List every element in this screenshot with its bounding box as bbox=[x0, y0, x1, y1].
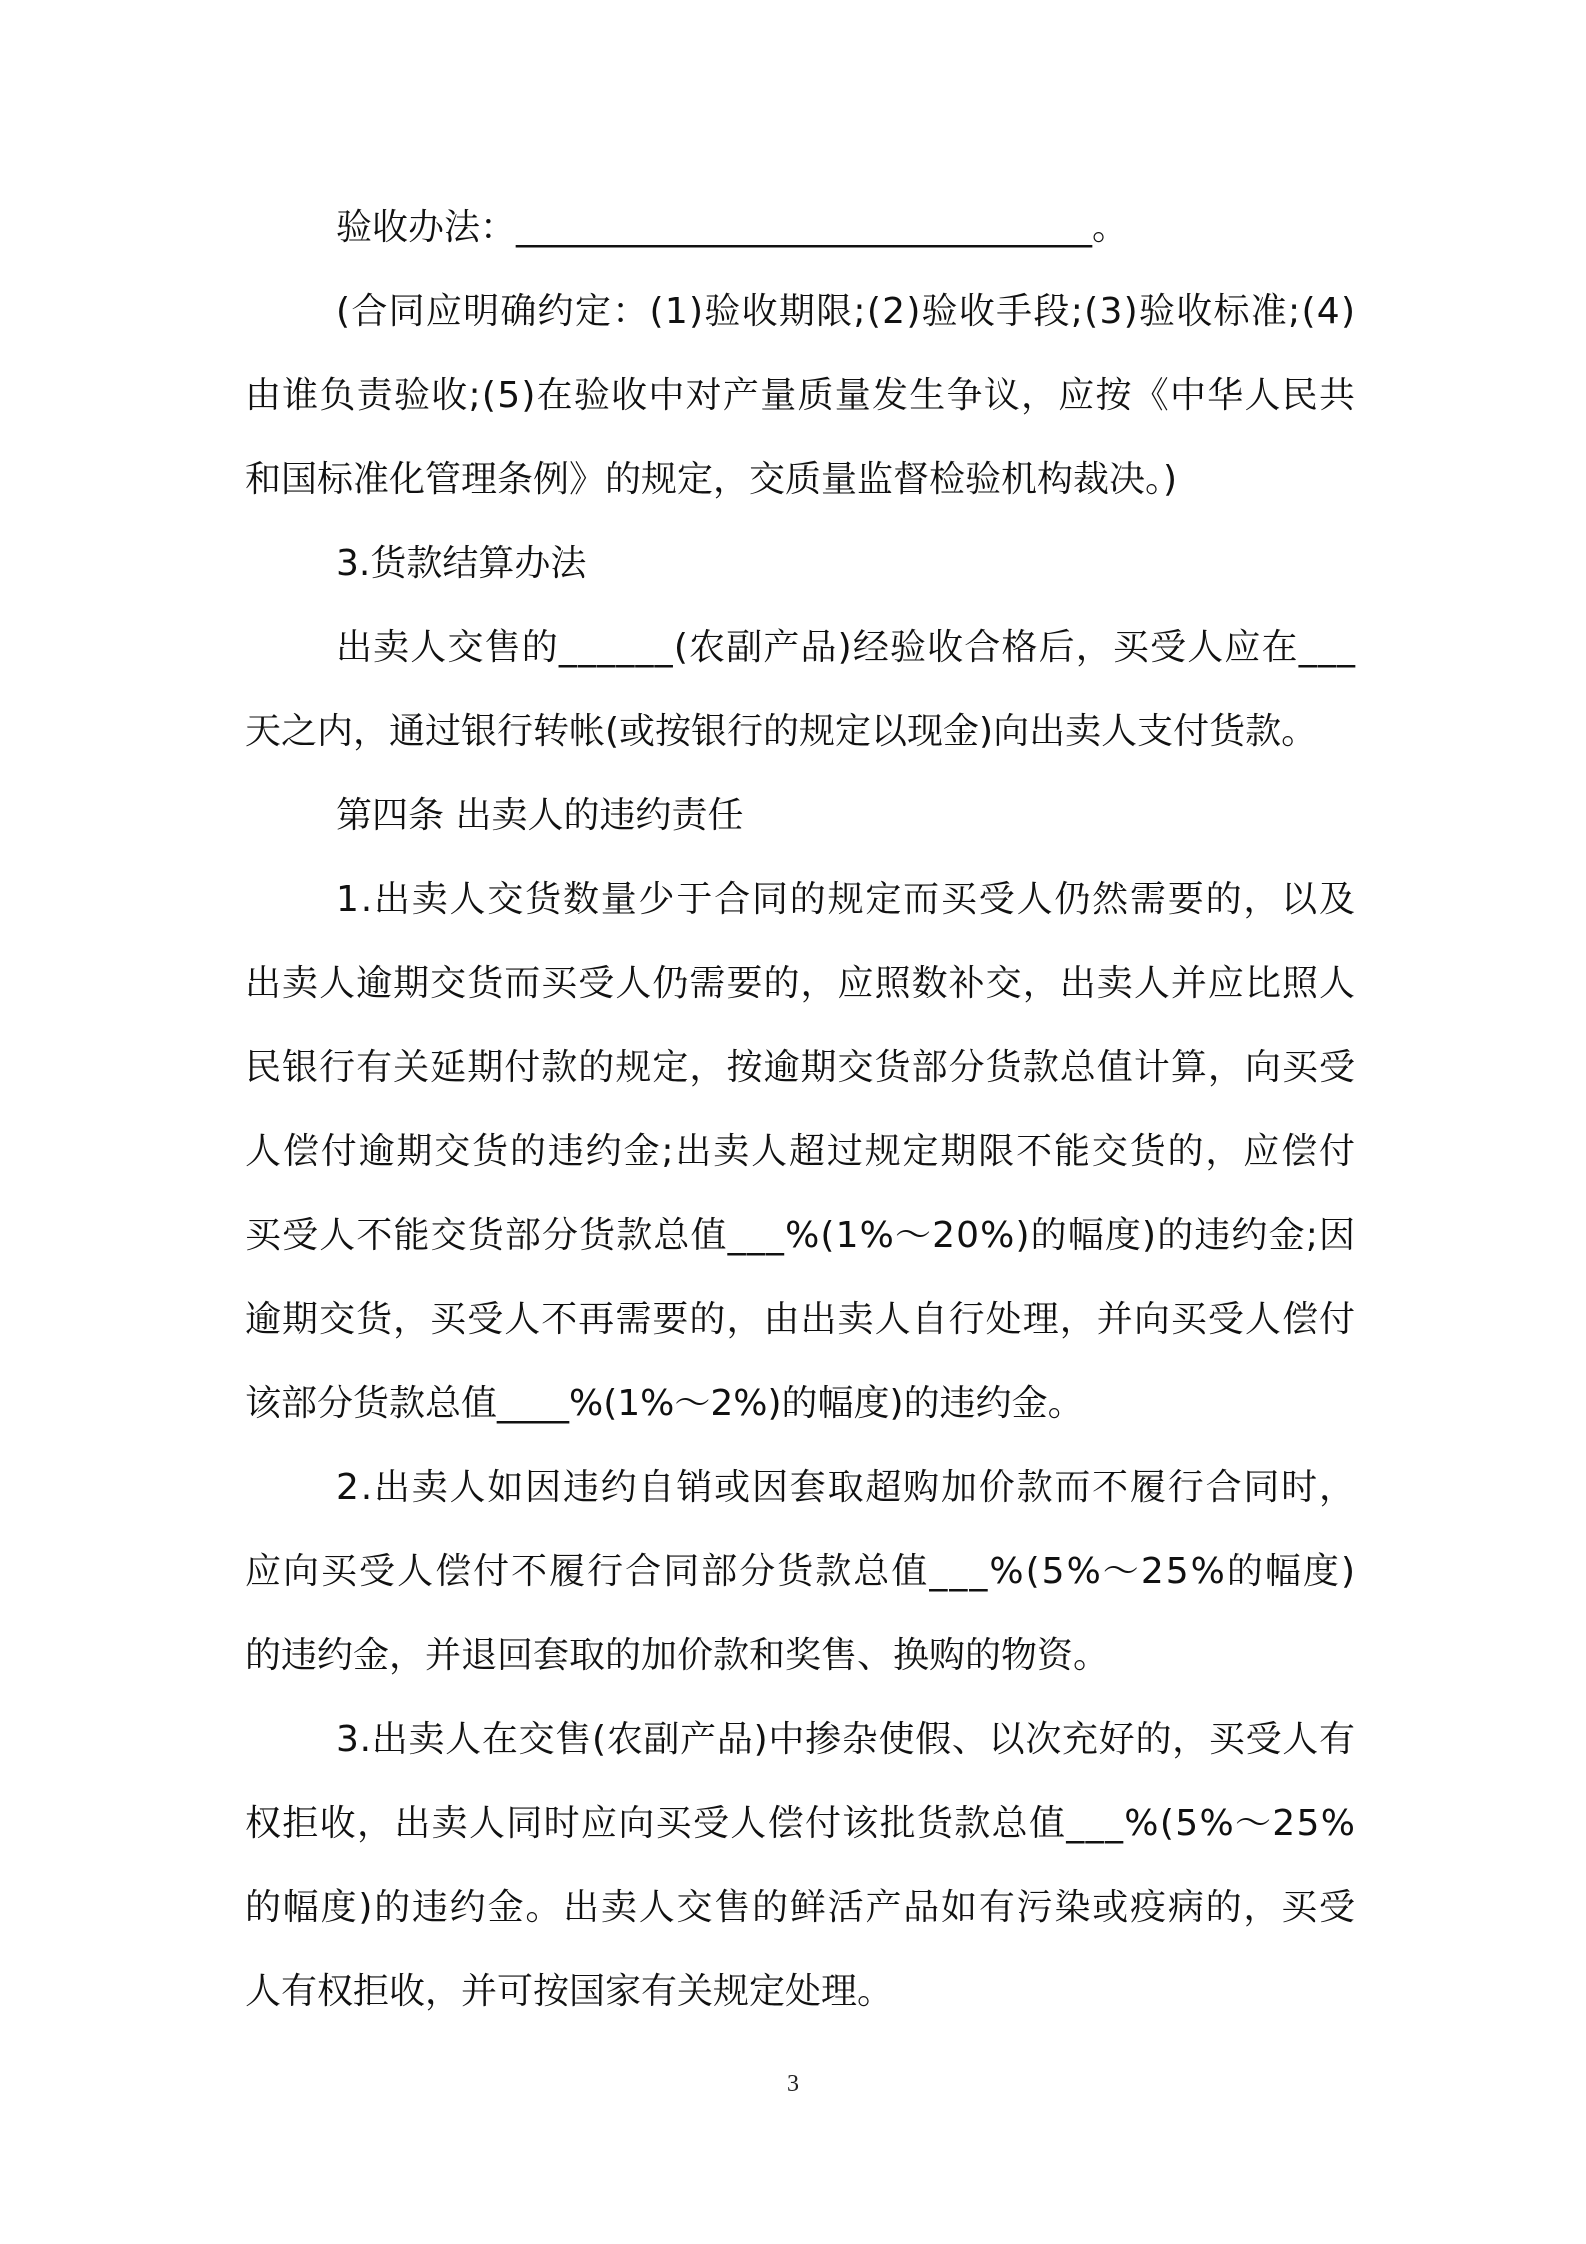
paragraph-clause-1 bbox=[245, 858, 1355, 1446]
paragraph-acceptance-method bbox=[245, 186, 1355, 270]
article-heading: 第四条 出卖人的违约责任 bbox=[336, 795, 744, 836]
text-line: 验收办法：________________________________。 bbox=[336, 207, 1129, 248]
document-body bbox=[245, 186, 1358, 2034]
paragraph-clause-3 bbox=[245, 1698, 1355, 2034]
paragraph-article-four-heading bbox=[245, 774, 1355, 858]
text-line: 的幅度)的违约金。出卖人交售的鲜活产品如有污染或疫病的，买受 bbox=[245, 1887, 1357, 1928]
text-line: 1.出卖人交货数量少于合同的规定而买受人仍然需要的，以及 bbox=[336, 879, 1357, 920]
text-line: 人偿付逾期交货的违约金;出卖人超过规定期限不能交货的，应偿付 bbox=[245, 1131, 1357, 1172]
text-line: 出卖人逾期交货而买受人仍需要的，应照数补交，出卖人并应比照人 bbox=[245, 963, 1357, 1004]
paragraph-settlement bbox=[245, 606, 1355, 774]
page-number: 3 bbox=[787, 2071, 799, 2097]
text-line: (合同应明确约定：(1)验收期限;(2)验收手段;(3)验收标准;(4) bbox=[336, 291, 1357, 332]
text-line: 3.出卖人在交售(农副产品)中掺杂使假、以次充好的，买受人有 bbox=[336, 1719, 1356, 1760]
text-line: 2.出卖人如因违约自销或因套取超购加价款而不履行合同时， bbox=[336, 1467, 1357, 1508]
text-line: 应向买受人偿付不履行合同部分货款总值___%(5%～25%的幅度) bbox=[245, 1551, 1358, 1592]
text-line: 该部分货款总值____%(1%～2%)的幅度)的违约金。 bbox=[245, 1383, 1084, 1424]
text-line: 人有权拒收，并可按国家有关规定处理。 bbox=[245, 1971, 894, 2012]
text-line: 天之内，通过银行转帐(或按银行的规定以现金)向出卖人支付货款。 bbox=[245, 711, 1318, 752]
section-heading: 3.货款结算办法 bbox=[336, 543, 587, 584]
text-line: 买受人不能交货部分货款总值___%(1%～20%)的幅度)的违约金;因 bbox=[245, 1215, 1357, 1256]
paragraph-clause-2 bbox=[245, 1446, 1358, 1698]
text-line: 权拒收，出卖人同时应向买受人偿付该批货款总值___%(5%～25% bbox=[245, 1803, 1357, 1844]
paragraph-acceptance-note bbox=[245, 270, 1355, 522]
text-line: 和国标准化管理条例》的规定，交质量监督检验机构裁决。) bbox=[245, 459, 1178, 500]
text-line: 的违约金，并退回套取的加价款和奖售、换购的物资。 bbox=[245, 1635, 1110, 1676]
text-line: 民银行有关延期付款的规定，按逾期交货部分货款总值计算，向买受 bbox=[245, 1047, 1357, 1088]
paragraph-settlement-heading bbox=[245, 522, 1355, 606]
text-line: 逾期交货，买受人不再需要的，由出卖人自行处理，并向买受人偿付 bbox=[245, 1299, 1357, 1340]
text-line: 由谁负责验收;(5)在验收中对产量质量发生争议，应按《中华人民共 bbox=[245, 375, 1357, 416]
text-line: 出卖人交售的______(农副产品)经验收合格后，买受人应在___ bbox=[336, 627, 1357, 668]
